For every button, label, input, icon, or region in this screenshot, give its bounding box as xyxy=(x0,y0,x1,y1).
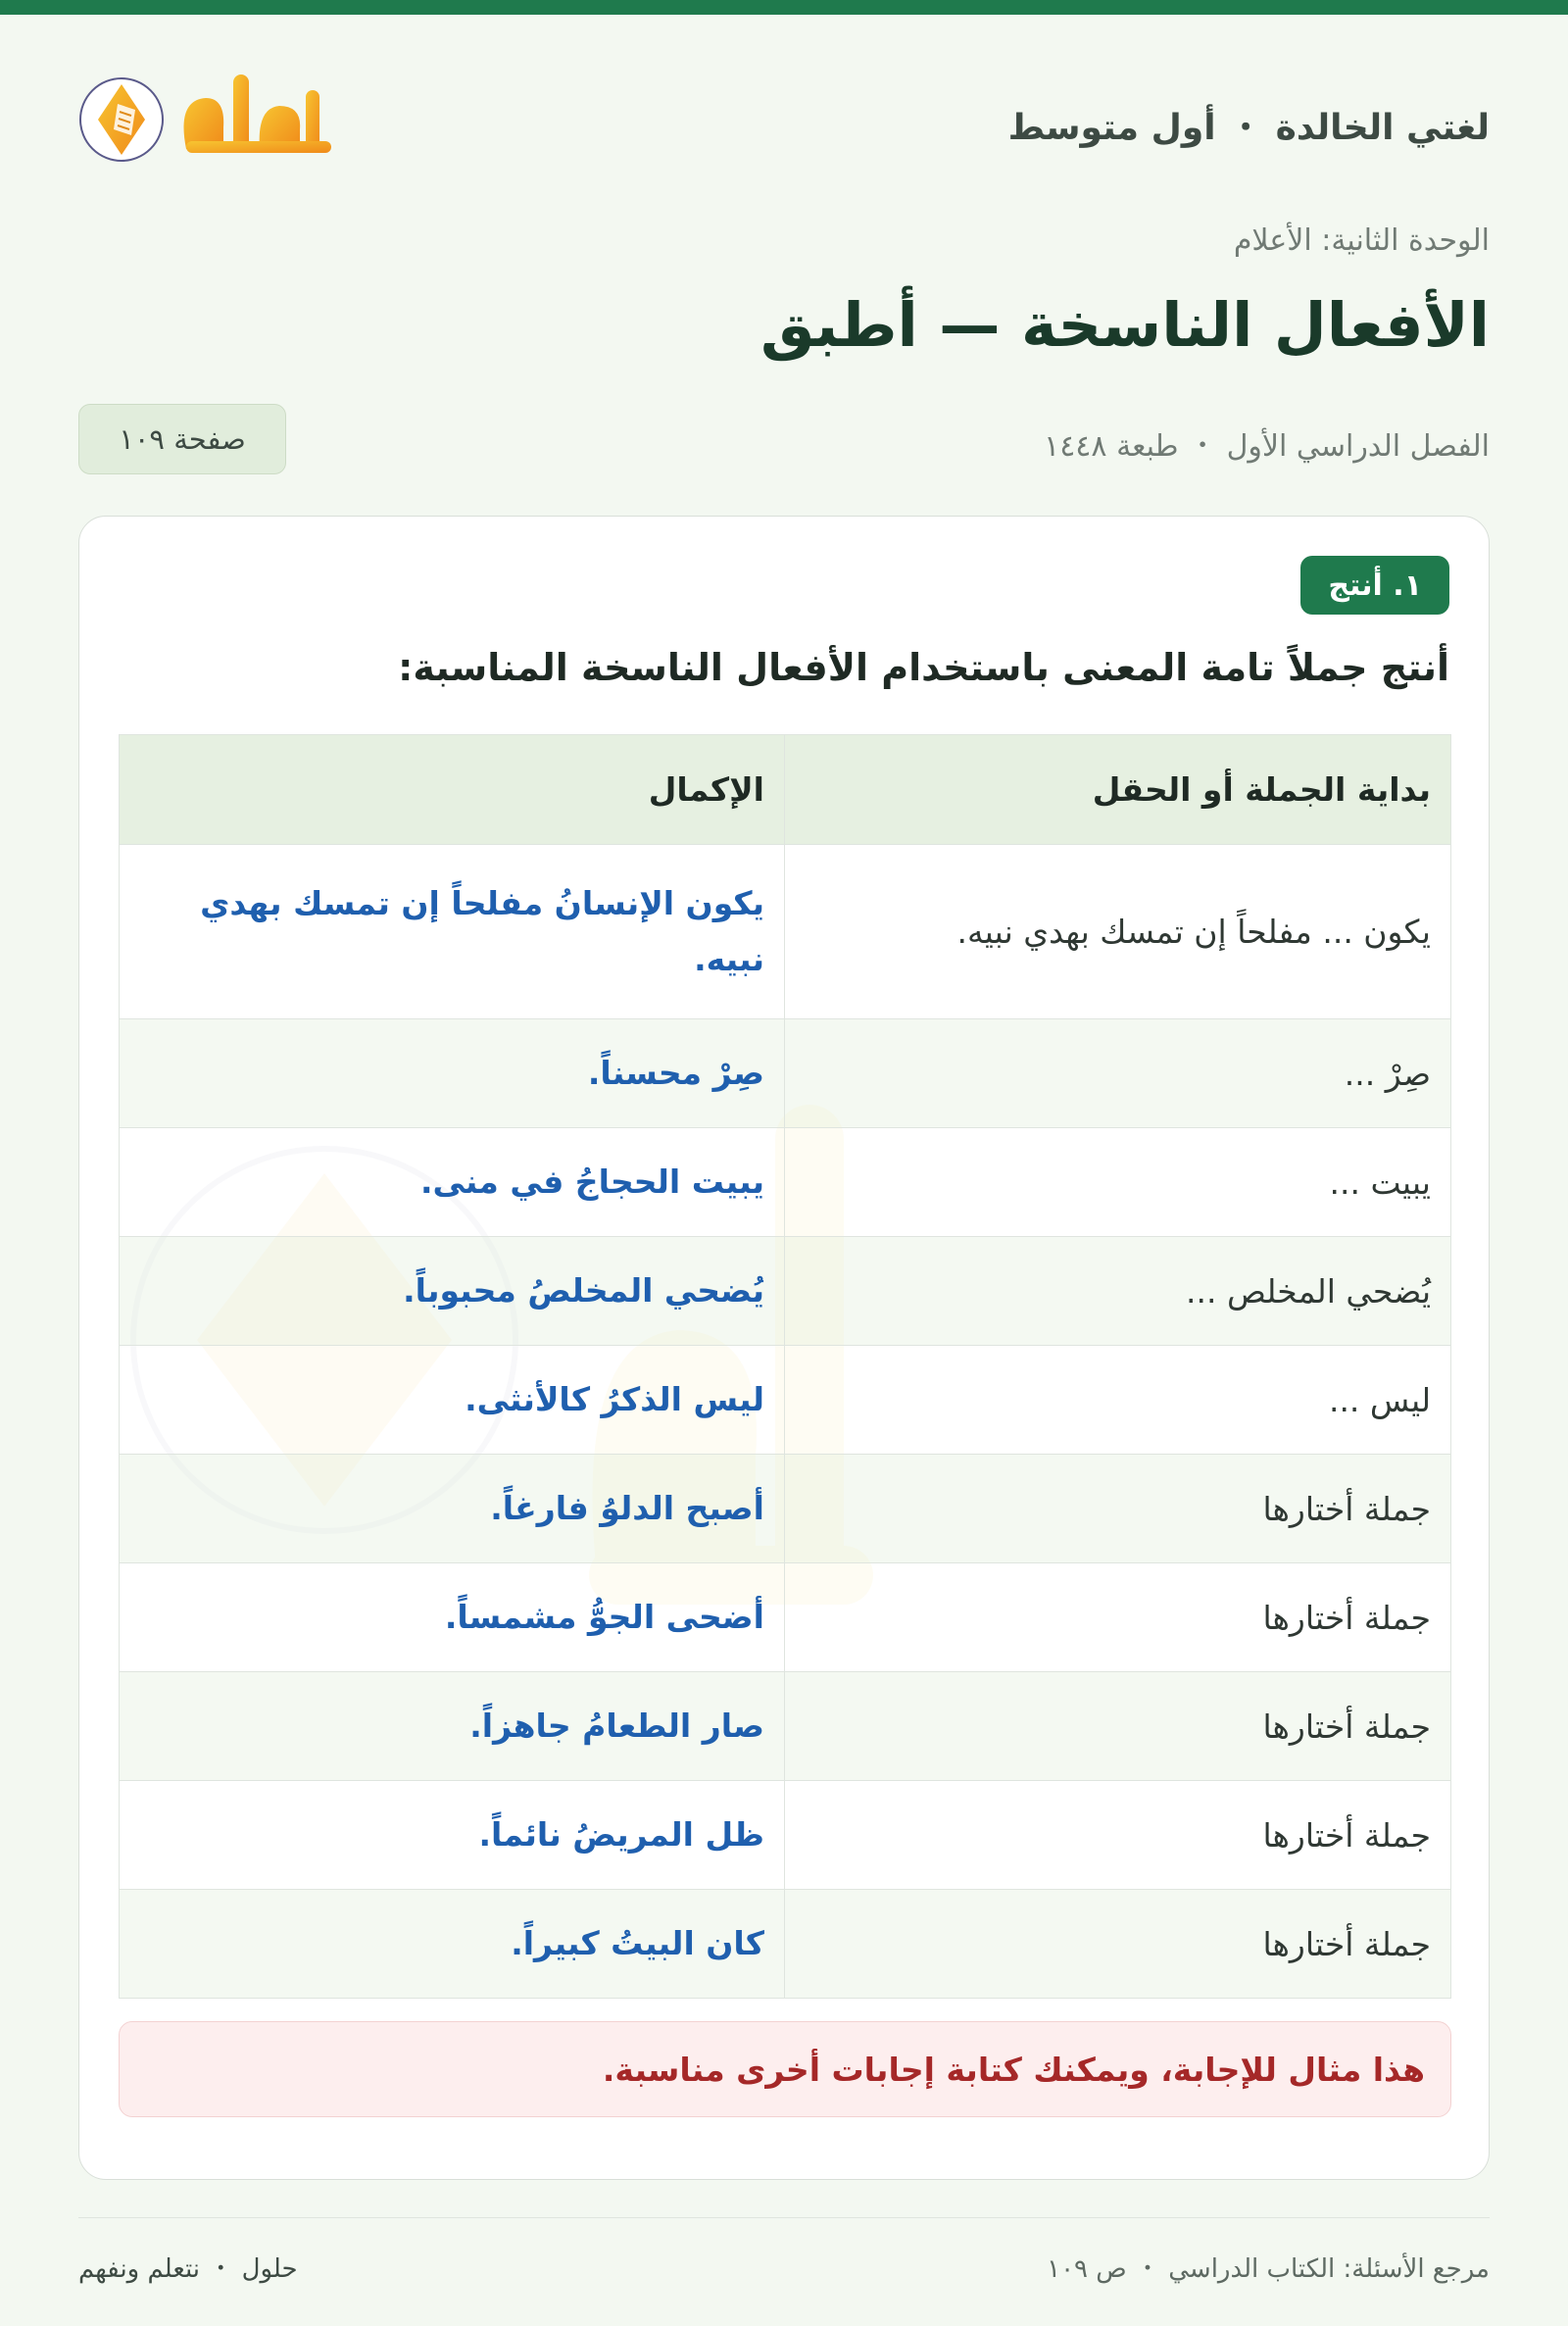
row-start-cell: يُضحي المخلص ... xyxy=(785,1237,1451,1346)
section-badge: ١. أنتج xyxy=(1300,556,1449,615)
top-accent-bar xyxy=(0,0,1568,15)
row-start-cell: جملة أختارها xyxy=(785,1890,1451,1999)
row-start-cell: يكون ... مفلحاً إن تمسك بهدي نبيه. xyxy=(785,845,1451,1019)
table-row xyxy=(120,1019,1451,1128)
unit-label: الوحدة الثانية: الأعلام xyxy=(1233,223,1490,258)
column-header-answer: الإكمال xyxy=(120,735,785,845)
footer-reference: مرجع الأسئلة: الكتاب الدراسي ・ ص ١٠٩ xyxy=(1047,2254,1490,2284)
page-title: الأفعال الناسخة — أطبق xyxy=(760,289,1490,361)
subject-label: لغتي الخالدة ・ أول متوسط xyxy=(1007,108,1490,148)
answer-note: هذا مثال للإجابة، ويمكنك كتابة إجابات أخرى مناسبة. xyxy=(119,2021,1451,2117)
table-row xyxy=(120,1455,1451,1563)
column-header-start: بداية الجملة أو الحقل xyxy=(785,735,1451,845)
exercise-card xyxy=(78,516,1490,2180)
row-answer-cell: يُضحي المخلصُ محبوباً. xyxy=(120,1237,785,1346)
answers-table xyxy=(119,734,1451,1999)
row-answer-cell: أضحى الجوُّ مشمساً. xyxy=(120,1563,785,1672)
logo xyxy=(78,61,348,178)
row-start-cell: جملة أختارها xyxy=(785,1455,1451,1563)
footer-brand: حلول ・ نتعلم ونفهم xyxy=(78,2254,298,2284)
row-answer-cell: ليس الذكرُ كالأنثى. xyxy=(120,1346,785,1455)
row-answer-cell: صار الطعامُ جاهزاً. xyxy=(120,1672,785,1781)
row-start-cell: يبيت ... xyxy=(785,1128,1451,1237)
table-row xyxy=(120,845,1451,1019)
row-start-cell: جملة أختارها xyxy=(785,1781,1451,1890)
instruction-text: أنتج جملاً تامة المعنى باستخدام الأفعال الناسخة المناسبة: xyxy=(398,646,1449,689)
row-answer-cell: كان البيتُ كبيراً. xyxy=(120,1890,785,1999)
row-answer-cell: ظل المريضُ نائماً. xyxy=(120,1781,785,1890)
row-start-cell: صِرْ ... xyxy=(785,1019,1451,1128)
table-row xyxy=(120,1346,1451,1455)
footer-divider xyxy=(78,2217,1490,2218)
row-start-cell: جملة أختارها xyxy=(785,1672,1451,1781)
table-row xyxy=(120,1672,1451,1781)
table-header-row xyxy=(120,735,1451,845)
table-row xyxy=(120,1128,1451,1237)
table-row xyxy=(120,1781,1451,1890)
table-row xyxy=(120,1890,1451,1999)
book-diamond-icon xyxy=(78,61,348,178)
page-number-badge: صفحة ١٠٩ xyxy=(78,404,286,474)
row-answer-cell: يكون الإنسانُ مفلحاً إن تمسك بهدي نبيه. xyxy=(120,845,785,1019)
row-answer-cell: أصبح الدلوُ فارغاً. xyxy=(120,1455,785,1563)
row-answer-cell: صِرْ محسناً. xyxy=(120,1019,785,1128)
semester-label: الفصل الدراسي الأول ・ طبعة ١٤٤٨ xyxy=(1044,429,1490,464)
row-start-cell: جملة أختارها xyxy=(785,1563,1451,1672)
table-row xyxy=(120,1237,1451,1346)
header xyxy=(78,61,1490,178)
row-answer-cell: يبيت الحجاجُ في منى. xyxy=(120,1128,785,1237)
row-start-cell: ليس ... xyxy=(785,1346,1451,1455)
table-row xyxy=(120,1563,1451,1672)
